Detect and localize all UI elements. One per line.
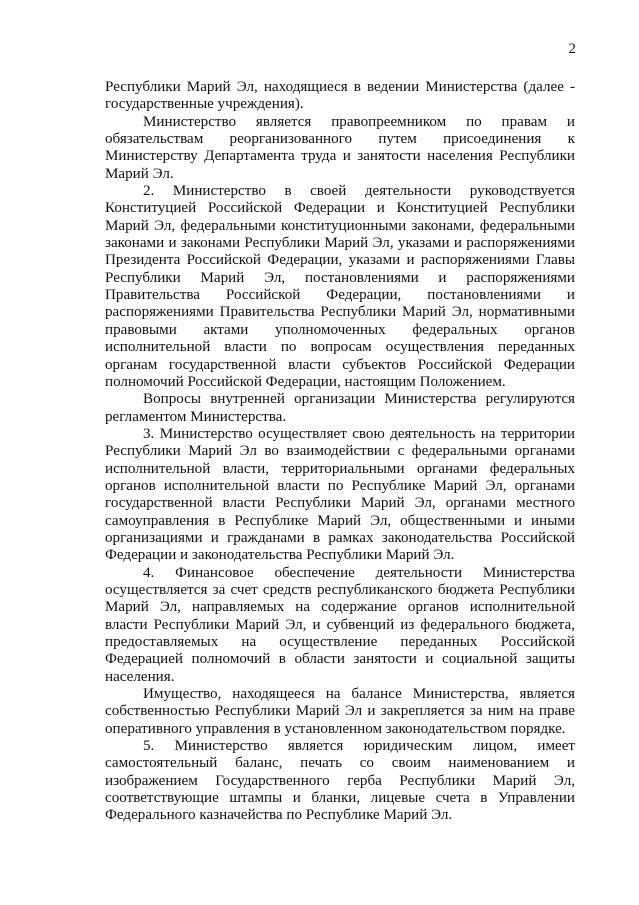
document-body bbox=[105, 79, 575, 825]
paragraph-5-legal-entity: 5. Министерство является юридическим лицом, имеет самостоятельный баланс, печать со своим наименованием и изображением Государственного герба Республики Марий Эл, соответствующие штампы и бланки, лицевые счета в Управлении Федерального казначейства по Республике Марий Эл. bbox=[105, 738, 575, 824]
paragraph-3-interaction: 3. Министерство осуществляет свою деятельность на территории Республики Марий Эл во взаимодействии с федеральными органами исполнительной власти, территориальными органами федеральных органов исполнительной власти по Республике Марий Эл, органами государственной власти Республики Марий Эл, органами местного самоуправления в Республике Марий Эл, общественными и иными организациями и гражданами в рамках законодательства Российской Федерации и законодательства Республики Марий Эл. bbox=[105, 425, 575, 564]
paragraph-4-financing: 4. Финансовое обеспечение деятельности Министерства осуществляется за счет средств республиканского бюджета Республики Марий Эл, направляемых на содержание органов исполнительной власти Республики Марий Эл, и субвенций из федерального бюджета, предоставляемых на осуществление переданных Российской Федерацией полномочий в области занятости и социальной защиты населения. bbox=[105, 564, 575, 685]
paragraph-successor: Министерство является правопреемником по правам и обязательствам реорганизованного путем присоединения к Министерству Департамента труда и занятости населения Республики Марий Эл. bbox=[105, 113, 575, 182]
page-number: 2 bbox=[568, 41, 576, 57]
paragraph-property: Имущество, находящееся на балансе Министерства, является собственностью Республики Марий Эл и закрепляется за ним на праве оперативного управления в установленном законодательством порядке. bbox=[105, 686, 575, 737]
paragraph-institutions: Республики Марий Эл, находящиеся в ведении Министерства (далее - государственные учреждения). bbox=[105, 79, 575, 113]
paragraph-2-legal-basis: 2. Министерство в своей деятельности руководствуется Конституцией Российской Федерации и Конституцией Республики Марий Эл, федеральными конституционными законами, федеральными законами и законами Республики Марий Эл, указами и распоряжениями Президента Российской Федерации, указами и распоряжениями Главы Республики Марий Эл, постановлениями и распоряжениями Правительства Российской Федерации, постановлениями и распоряжениями Правительства Республики Марий Эл, нормативными правовыми актами уполномоченных федеральных органов исполнительной власти по вопросам осуществления переданных органам государственной власти субъектов Российской Федерации полномочий Российской Федерации, настоящим Положением. bbox=[105, 183, 575, 390]
paragraph-internal-organization: Вопросы внутренней организации Министерства регулируются регламентом Министерства. bbox=[105, 391, 575, 425]
